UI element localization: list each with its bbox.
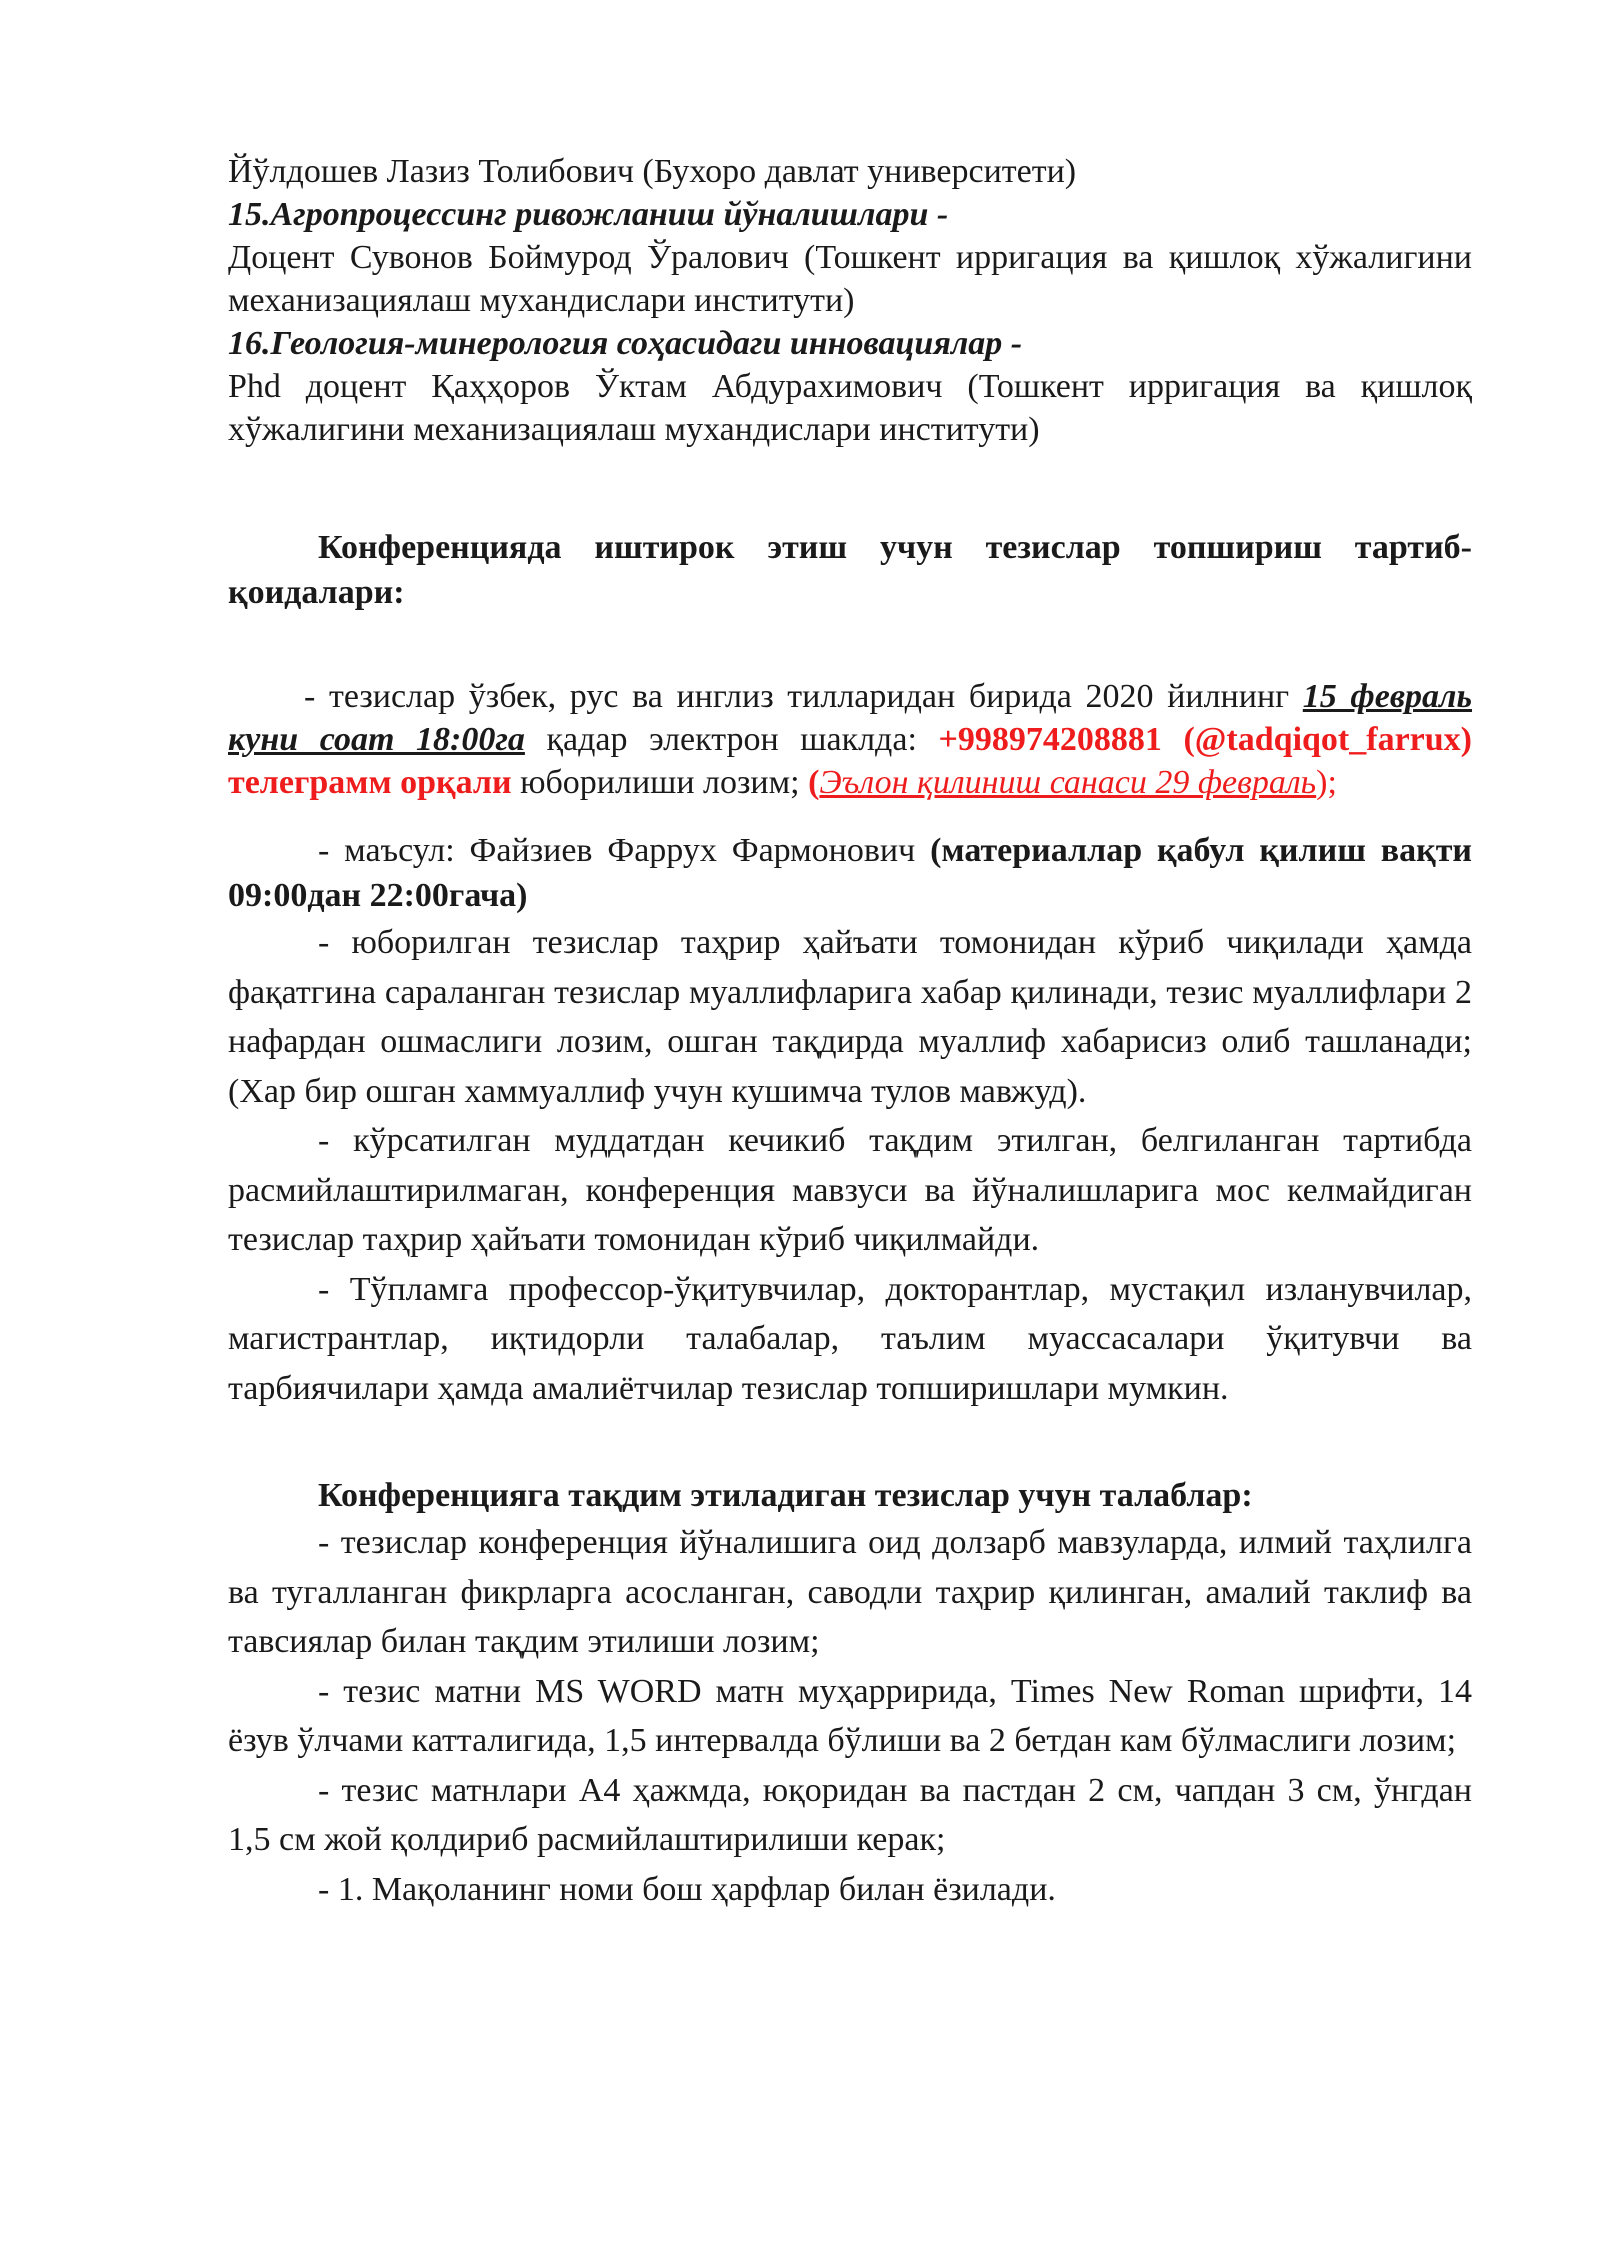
rules-paragraph-responsible (228, 828, 1472, 918)
requirements-heading: Конференцияга тақдим этиладиган тезислар учун талаблар: (318, 1477, 1253, 1514)
requirement-topic: - тезислар конференция йўналишига оид долзарб мавзуларда, илмий таҳлилга ва тугалланган фикрларга асосланган, саводли таҳрир қилинган, амалий таклиф ва тавсиялар билан тақдим этилиши лозим; (228, 1524, 1472, 1660)
announce-date: Эълон қилиниш санаси 29 февраль (819, 764, 1317, 801)
requirement-title-caps: - 1. Мақоланинг номи бош ҳарфлар билан ёзилади. (318, 1870, 1056, 1908)
responsible-hours: (материаллар қабул қилиш вақти 09:00дан 22:00гача) (228, 832, 1472, 914)
rules-paragraph-review: - юборилган тезислар таҳрир ҳайъати томонидан кўриб чиқилади ҳамда фақатгина сараланган тезислар муаллифларига хабар қилинади, тезис муаллифлари 2 нафардан ошмаслиги лозим, ошган тақдирда муаллиф хабарисиз олиб ташланади; (Хар бир ошган хаммуаллиф учун кушимча тулов мавжуд). (228, 924, 1472, 1110)
announce-paren-close: ); (1316, 764, 1337, 801)
announce-paren-open: ( (808, 764, 820, 801)
rules-paragraph-eligible: - Тўпламга профессор-ўқитувчилар, докторантлар, мустақил изланувчилар, магистрантлар, иқтидорли талабалар, таълим муассасалари ўқитувчи ва тарбиячилари ҳамда амалиётчилар тезислар топширишлари мумкин. (228, 1270, 1472, 1407)
deadline-text-a: - тезислар ўзбек, рус ва инглиз тилларидан бирида 2020 йилнинг (304, 678, 1303, 715)
section-15-body: Доцент Сувонов Боймурод Ўралович (Тошкент ирригация ва қишлоқ хўжалигини механизациялаш мухандислари институти) (228, 239, 1472, 319)
rules-paragraph-late: - кўрсатилган муддатдан кечикиб тақдим этилган, белгиланган тартибда расмийлаштирилмаган, конференция мавзуси ва йўналишларига мос келмайдиган тезислар таҳрир ҳайъати томонидан кўриб чиқилмайди. (228, 1122, 1472, 1258)
deadline-date: 15 февраль куни соат 18:00га (228, 678, 1473, 758)
requirement-margins: - тезис матнлари А4 ҳажмда, юқоридан ва пастдан 2 см, чапдан 3 см, ўнгдан 1,5 см жой қолдириб расмийлаштирилиши керак; (228, 1771, 1472, 1858)
section-16-body: Phd доцент Қаҳҳоров Ўктам Абдурахимович (Тошкент ирригация ва қишлоқ хўжалигини механизациялаш мухандислари институти) (228, 368, 1472, 448)
section-15-title: 15.Агропроцессинг ривожланиш йўналишлари - (228, 196, 949, 233)
responsible-text: - маъсул: Файзиев Фаррух Фармонович (318, 832, 931, 869)
deadline-text-c: юборилиши лозим; (511, 764, 809, 801)
telegram-contact-link[interactable]: +998974208881 (@tadqiqot_farrux) телеграмм орқали (228, 721, 1472, 801)
requirement-format: - тезис матни MS WORD матн муҳарририда, Times New Roman шрифти, 14 ёзув ўлчами катталигида, 1,5 интервалда бўлиши ва 2 бетдан кам бўлмаслиги лозим; (228, 1672, 1472, 1759)
author-line: Йўлдошев Лазиз Толибович (Бухоро давлат университети) (228, 153, 1077, 190)
section-16-title: 16.Геология-минерология соҳасидаги инновациялар - (228, 325, 1023, 362)
deadline-text-b: қадар электрон шаклда: (524, 721, 939, 758)
rules-paragraph-deadline (228, 675, 1472, 804)
rules-heading: Конференцияда иштирок этиш учун тезислар топшириш тартиб-қоидалари: (228, 529, 1472, 611)
document-body (228, 150, 1472, 1914)
